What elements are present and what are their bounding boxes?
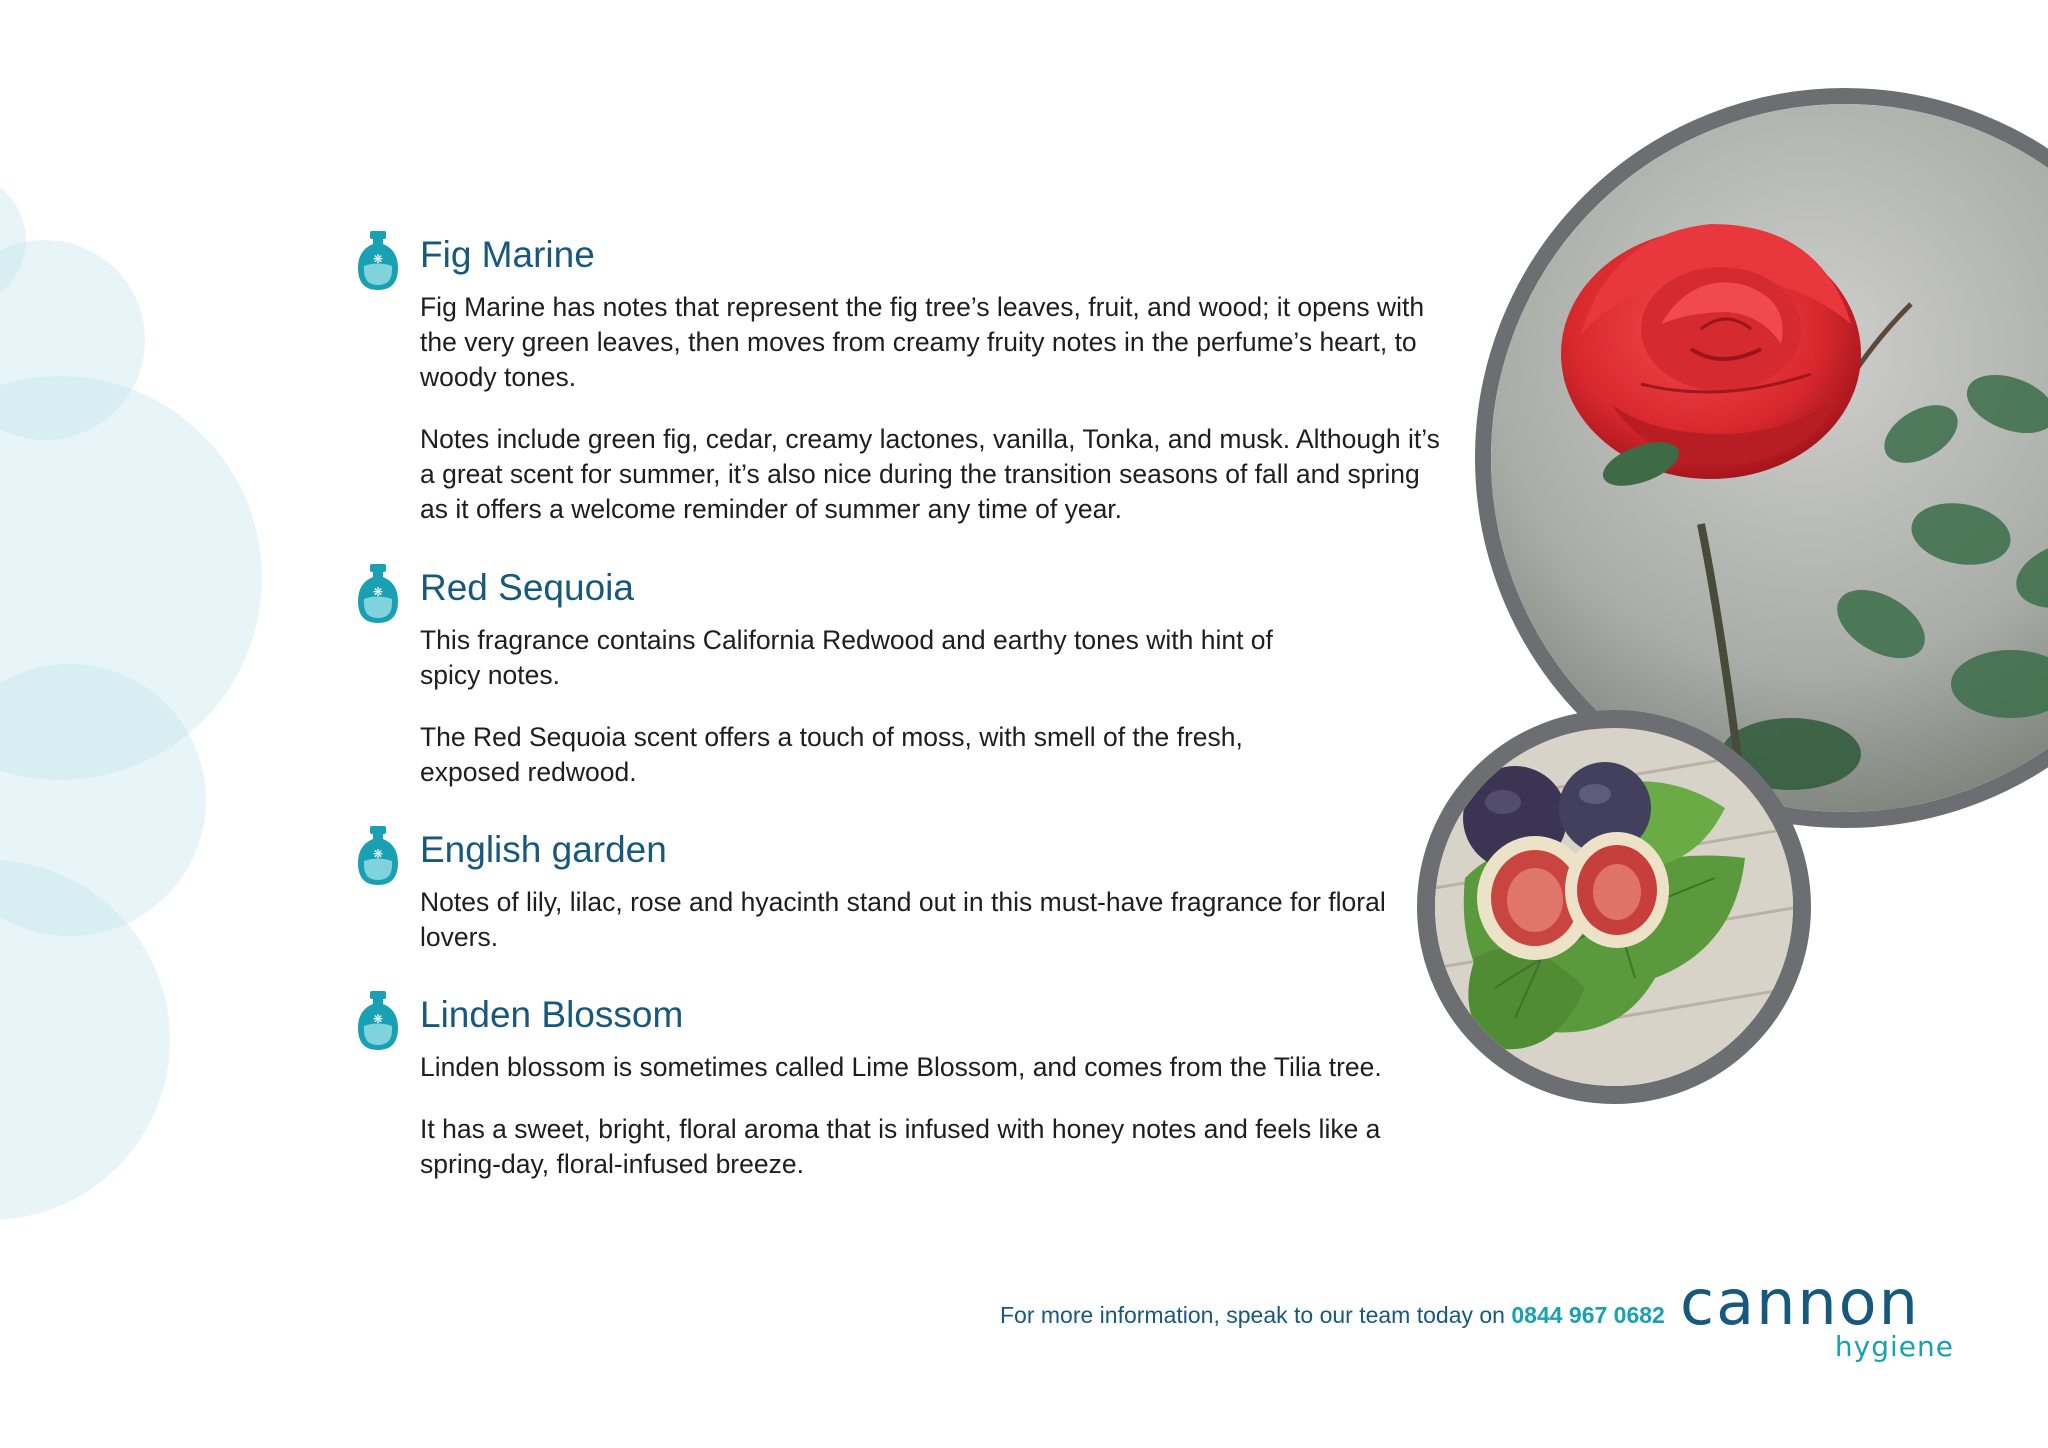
section-paragraph: Fig Marine has notes that represent the fig tree’s leaves, fruit, and wood; it opens with the very green leaves, then moves from creamy fruity notes in the perfume’s heart, to woody tones. <box>420 292 1425 392</box>
perfume-bottle-icon <box>356 230 400 292</box>
figs-on-leaves-photo <box>1417 710 1811 1104</box>
section-body <box>420 885 1450 982</box>
perfume-bottle-icon <box>356 563 400 625</box>
svg-text:❋: ❋ <box>372 585 384 599</box>
footer-info-text: For more information, speak to our team today on <box>1000 1302 1512 1328</box>
section-paragraph: Notes of lily, lilac, rose and hyacinth stand out in this must-have fragrance for floral lovers. <box>420 887 1386 952</box>
svg-text:❋: ❋ <box>372 1012 384 1026</box>
footer-phone-number[interactable]: 0844 967 0682 <box>1511 1302 1665 1328</box>
decorative-bubbles <box>0 0 300 1448</box>
section-body <box>420 290 1440 554</box>
section-title: English garden <box>420 829 667 870</box>
logo-subtext: hygiene <box>1834 1330 1954 1363</box>
section-paragraph: Notes include green fig, cedar, creamy lactones, vanilla, Tonka, and musk. Although it’s a great scent for summer, it’s also nice during the transition seasons of fall and spring as it offers a welcome reminder of summer any time of year. <box>420 424 1440 524</box>
section-paragraph: This fragrance contains California Redwood and earthy tones with hint of spicy notes. <box>420 625 1273 690</box>
section-paragraph: Linden blossom is sometimes called Lime Blossom, and comes from the Tilia tree. <box>420 1052 1382 1082</box>
perfume-bottle-icon <box>356 990 400 1052</box>
perfume-bottle-icon <box>356 825 400 887</box>
section-body <box>420 1050 1440 1209</box>
svg-text:❋: ❋ <box>372 252 384 266</box>
cannon-hygiene-logo <box>1680 1268 1970 1368</box>
section-title: Red Sequoia <box>420 567 634 608</box>
logo-wordmark: cannon <box>1680 1266 1920 1339</box>
svg-text:❋: ❋ <box>372 847 384 861</box>
section-title: Linden Blossom <box>420 994 684 1035</box>
section-body <box>420 623 1320 817</box>
footer-contact <box>1000 1302 1665 1329</box>
section-paragraph: It has a sweet, bright, floral aroma that is infused with honey notes and feels like a spring-day, floral-infused breeze. <box>420 1114 1381 1179</box>
section-title: Fig Marine <box>420 234 595 275</box>
section-paragraph: The Red Sequoia scent offers a touch of moss, with smell of the fresh, exposed redwood. <box>420 722 1243 787</box>
